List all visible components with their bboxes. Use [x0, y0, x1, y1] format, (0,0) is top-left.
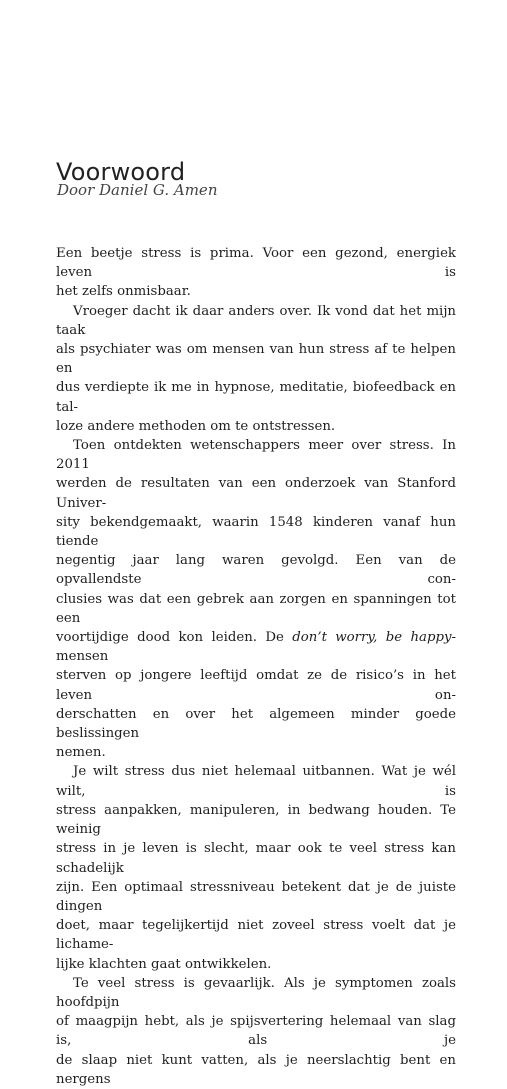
text-line — [56, 762, 456, 800]
text-line — [56, 244, 456, 282]
text-line — [56, 590, 456, 628]
text-line-main: lijke klachten gaat ontwikkelen. — [56, 956, 272, 972]
text-line — [56, 801, 456, 839]
text-line-main: het zelfs onmisbaar. — [56, 284, 191, 300]
text-line-main: Te veel stress is gevaarlijk. Als je symptomen zoals hoofdpijn — [56, 975, 456, 1010]
text-line — [56, 666, 456, 704]
body-text — [56, 244, 456, 1089]
text-line-main: werden de resultaten van een onderzoek van Stanford Univer- — [56, 476, 456, 511]
text-line — [56, 743, 456, 762]
text-line — [56, 916, 456, 954]
text-line — [56, 551, 456, 589]
text-line — [56, 1012, 456, 1050]
text-line-main: voortijdige dood kon leiden. De — [56, 630, 293, 646]
text-line-main: doet, maar tegelijkertijd niet zoveel stress voelt dat je lichame- — [56, 918, 456, 953]
text-line-main: sity bekendgemaakt, waarin 1548 kinderen vanaf hun tiende — [56, 514, 456, 550]
chapter-byline: Door Daniel G. Amen — [57, 181, 218, 199]
text-line-tail: -mensen — [56, 630, 456, 665]
text-line-main: de slaap niet kunt vatten, als je neerslachtig bent en nergens — [56, 1052, 456, 1087]
text-line-main: sterven op jongere leeftijd omdat ze de risico’s in het leven on- — [56, 668, 456, 703]
text-line — [56, 974, 456, 1012]
text-line — [56, 378, 456, 416]
text-line — [56, 628, 456, 666]
text-line-main: of maagpijn hebt, als je spijsvertering helemaal van slag is, als je — [56, 1014, 456, 1049]
text-line — [56, 417, 456, 436]
text-line-main: als psychiater was om mensen van hun stress af te helpen en — [56, 342, 456, 377]
chapter-title: Voorwoord — [56, 158, 186, 187]
text-line-emphasis: don’t worry, be happy — [292, 630, 452, 646]
text-line — [56, 282, 456, 301]
text-line-main: Vroeger dacht ik daar anders over. Ik vond dat het mijn taak — [56, 303, 456, 338]
text-line — [56, 302, 456, 340]
text-line — [56, 474, 456, 512]
text-line-main: Toen ontdekten wetenschappers meer over stress. In 2011 — [56, 438, 456, 473]
text-line-main: loze andere methoden om te ontstressen. — [56, 418, 336, 434]
text-line-main: nemen. — [56, 745, 106, 761]
text-line — [56, 705, 456, 743]
text-line-main: stress in je leven is slecht, maar ook te veel stress kan schadelijk — [56, 841, 456, 876]
text-line-main: stress aanpakken, manipuleren, in bedwang houden. Te weinig — [56, 802, 456, 838]
text-line — [56, 340, 456, 378]
text-line — [56, 955, 456, 974]
text-line — [56, 513, 456, 551]
text-line-main: derschatten en over het algemeen minder goede beslissingen — [56, 706, 456, 742]
text-line — [56, 1051, 456, 1089]
text-line-main: Je wilt stress dus niet helemaal uitbannen. Wat je wél wilt, is — [56, 764, 456, 799]
text-line — [56, 878, 456, 916]
text-line-main: Een beetje stress is prima. Voor een gezond, energiek leven is — [56, 246, 456, 281]
text-line-main: dus verdiepte ik me in hypnose, meditatie, biofeedback en tal- — [56, 380, 456, 415]
text-line-main: negentig jaar lang waren gevolgd. Een van de opvallendste con- — [56, 553, 456, 588]
text-line-main: clusies was dat een gebrek aan zorgen en spanningen tot een — [56, 591, 456, 626]
text-line — [56, 436, 456, 474]
text-line — [56, 839, 456, 877]
text-line-main: zijn. Een optimaal stressniveau betekent dat je de juiste dingen — [56, 879, 456, 914]
